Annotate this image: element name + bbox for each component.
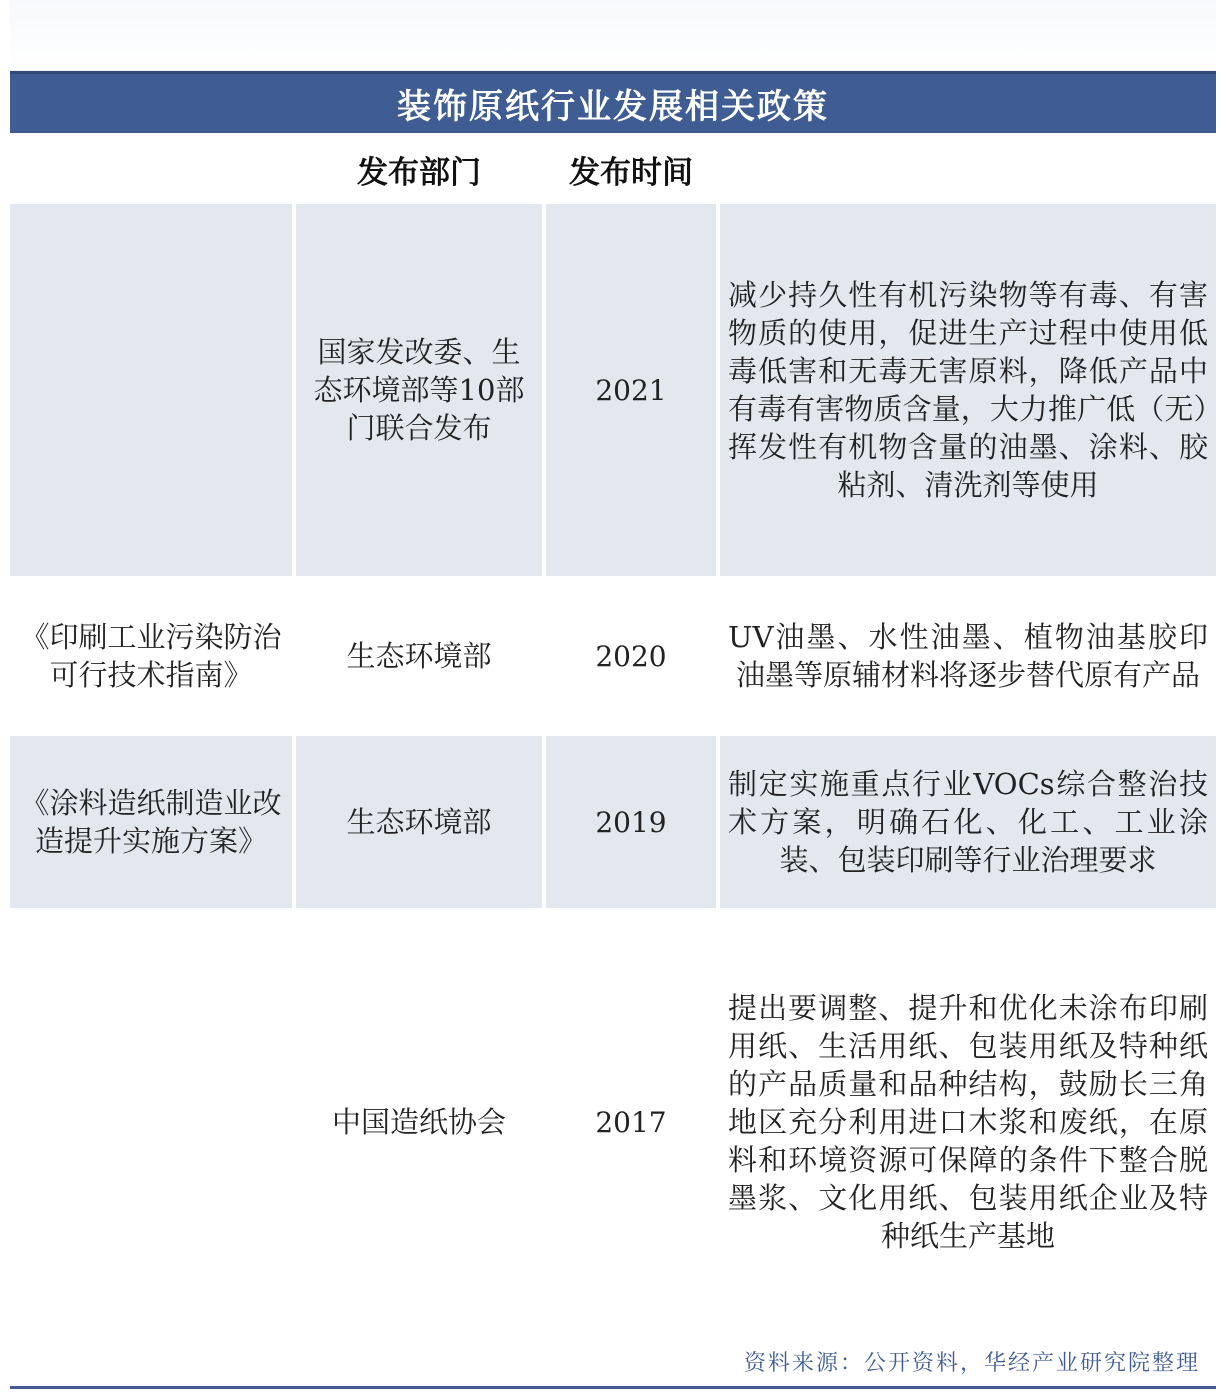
table-title-bar	[10, 71, 1216, 133]
table-title: 装饰原纸行业发展相关政策	[397, 87, 829, 127]
table-row	[10, 204, 1216, 576]
content-cell: 提出要调整、提升和优化未涂布印刷用纸、生活用纸、包装用纸及特种纸的产品质量和品种结构，鼓励长三角地区充分利用进口木浆和废纸，在原料和环境资源可保障的条件下整合脱墨浆、文化用纸、包装用纸企业及特种纸生产基地	[728, 991, 1208, 1253]
department-cell: 生态环境部	[296, 736, 542, 908]
policy-name-cell	[10, 204, 292, 576]
year-cell: 2020	[595, 639, 667, 673]
table-row	[10, 580, 1216, 732]
policy-name-cell	[10, 912, 292, 1332]
policy-name-cell: 《印刷工业污染防治可行技术指南》	[20, 620, 282, 692]
header-department: 发布部门	[357, 154, 481, 191]
table-row	[10, 736, 1216, 908]
bottom-divider	[10, 1386, 1216, 1389]
department-cell: 国家发改委、生态环境部等10部门联合发布	[296, 204, 542, 576]
content-cell: 制定实施重点行业VOCs综合整治技术方案，明确石化、化工、工业涂装、包装印刷等行业治理要求	[720, 736, 1216, 908]
content-cell: UV油墨、水性油墨、植物油基胶印油墨等原辅材料将逐步替代原有产品	[728, 620, 1208, 692]
department-cell: 生态环境部	[346, 639, 492, 673]
year-cell: 2021	[546, 204, 716, 576]
policy-name-cell: 《涂料造纸制造业改造提升实施方案》	[10, 736, 292, 908]
department-cell: 中国造纸协会	[331, 1105, 506, 1139]
top-frame	[10, 0, 1216, 71]
source-note: 资料来源：公开资料，华经产业研究院整理	[743, 1351, 1200, 1376]
header-time: 发布时间	[569, 154, 693, 191]
table-row	[10, 912, 1216, 1332]
content-cell: 减少持久性有机污染物等有毒、有害物质的使用，促进生产过程中使用低毒低害和无毒无害原料，降低产品中有毒有害物质含量，大力推广低（无）挥发性有机物含量的油墨、涂料、胶粘剂、清洗剂等使用	[720, 204, 1216, 576]
table-header	[10, 138, 1216, 200]
year-cell: 2017	[595, 1105, 667, 1139]
year-cell: 2019	[546, 736, 716, 908]
